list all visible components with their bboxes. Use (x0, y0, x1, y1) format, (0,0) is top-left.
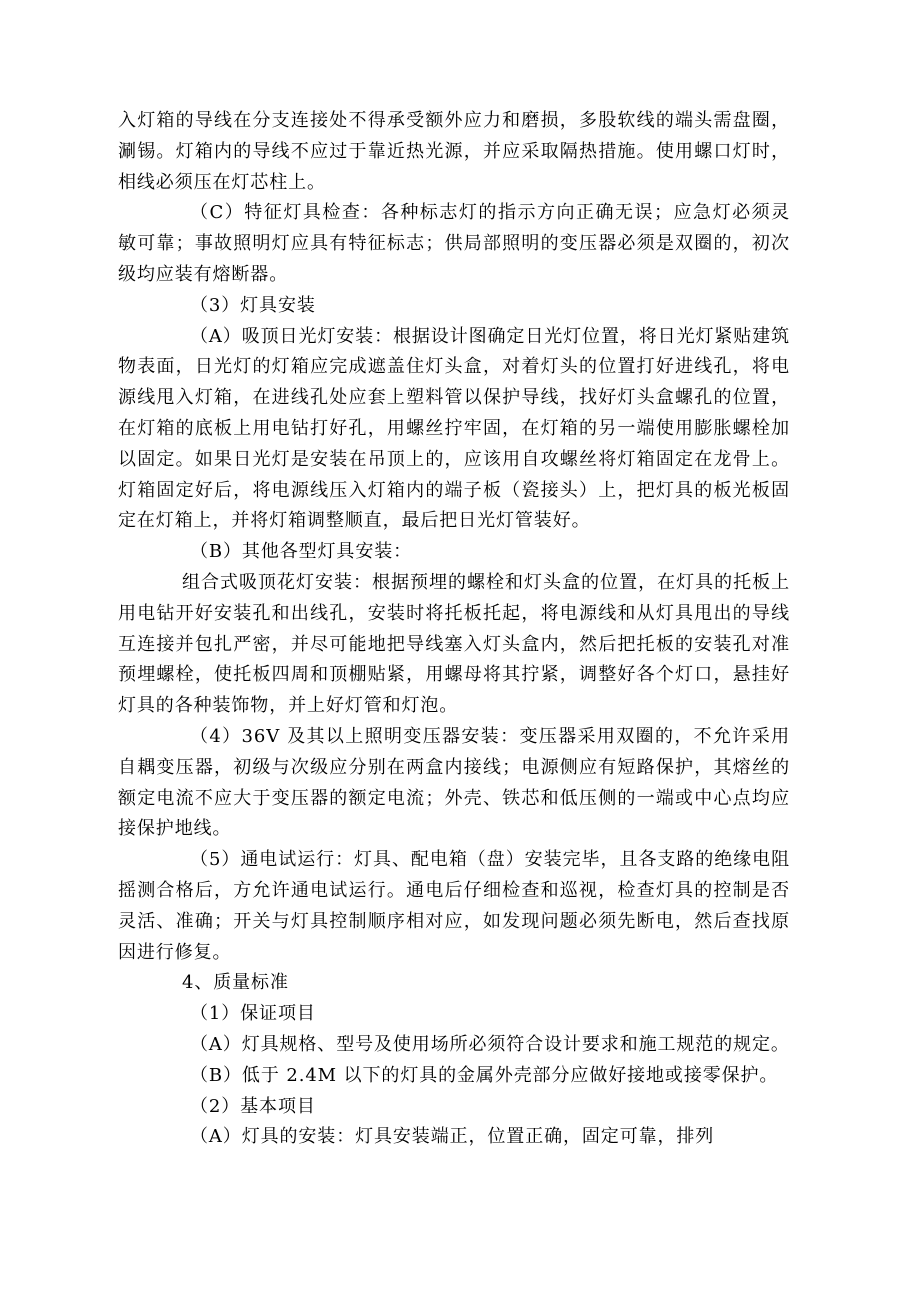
paragraph-ceiling-fluorescent-installation: （A）吸顶日光灯安装：根据设计图确定日光灯位置，将日光灯紧贴建筑物表面，日光灯的灯箱应完成遮盖住灯头盒，对着灯头的位置打好进线孔，将电源线甩入灯箱，在进线孔处应套上塑料管以保护导线，找好灯头盒螺孔的位置，在灯箱的底板上用电钻打好孔，用螺丝拧牢固，在灯箱的另一端使用膨胀螺栓加以固定。如果日光灯是安装在吊顶上的，应该用自攻螺丝将灯箱固定在龙骨上。灯箱固定好后，将电源线压入灯箱内的端子板（瓷接头）上，把灯具的板光板固定在灯箱上，并将灯箱调整顺直，最后把日光灯管装好。 (118, 325, 790, 532)
paragraph-combined-ceiling-lamp: 组合式吸顶花灯安装：根据预埋的螺栓和灯头盒的位置，在灯具的托板上用电钻开好安装孔和出线孔，安装时将托板托起，将电源线和从灯具甩出的导线互连接并包扎严密，并尽可能地把导线塞入灯头盒内，然后把托板的安装孔对准预埋螺栓，使托板四周和顶棚贴紧，用螺母将其拧紧，调整好各个灯口，悬挂好灯具的各种装饰物，并上好灯管和灯泡。 (118, 571, 790, 717)
heading-lamp-installation: （3）灯具安装 (190, 294, 316, 316)
paragraph-feature-lamp-inspection: （C）特征灯具检查：各种标志灯的指示方向正确无误；应急灯必须灵敏可靠；事故照明灯应具有特征标志；供局部照明的变压器必须是双圈的，初次级均应装有熔断器。 (118, 202, 790, 285)
heading-basic-items: （2）基本项目 (190, 1095, 316, 1117)
paragraph-transformer-installation: （4）36V 及其以上照明变压器安装：变压器采用双圈的，不允许采用自耦变压器，初级与次级应分别在两盒内接线；电源侧应有短路保护，其熔丝的额定电流不应大于变压器的额定电流；外壳、铁芯和低压侧的一端或中心点均应接保护地线。 (118, 725, 790, 840)
paragraph-trial-operation: （5）通电试运行：灯具、配电箱（盘）安装完毕，且各支路的绝缘电阻摇测合格后，方允许通电试运行。通电后仔细检查和巡视，检查灯具的控制是否灵活、准确；开关与灯具控制顺序相对应，如发现问题必须先断电，然后查找原因进行修复。 (118, 849, 790, 963)
paragraph-grounding-protection: （B）低于 2.4M 以下的灯具的金属外壳部分应做好接地或接零保护。 (190, 1064, 779, 1086)
heading-quality-standard: 4、质量标准 (182, 972, 289, 994)
paragraph-wiring-continuation: 入灯箱的导线在分支连接处不得承受额外应力和磨损，多股软线的端头需盘圈，涮锡。灯箱内的导线不应过于靠近热光源，并应采取隔热措施。使用螺口灯时，相线必须压在灯芯柱上。 (118, 110, 790, 193)
paragraph-lamp-specifications: （A）灯具规格、型号及使用场所必须符合设计要求和施工规范的规定。 (190, 1033, 790, 1055)
heading-guarantee-items: （1）保证项目 (190, 1003, 316, 1025)
paragraph-lamp-installation-basic: （A）灯具的安装：灯具安装端正，位置正确，固定可靠，排列 (190, 1126, 715, 1148)
document-body (118, 106, 790, 1153)
heading-other-lamp-installation: （B）其他各型灯具安装： (190, 541, 413, 563)
